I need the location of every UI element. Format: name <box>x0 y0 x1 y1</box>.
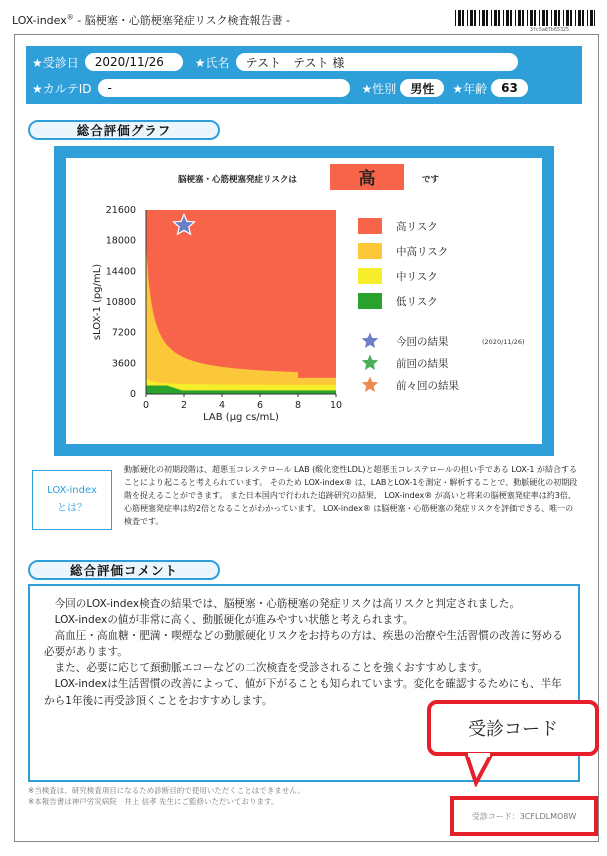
name-label: ★氏名 <box>194 55 230 70</box>
barcode-bar <box>563 10 564 26</box>
barcode-bar <box>467 10 468 26</box>
barcode-bar <box>554 10 557 26</box>
lox-index-info-box <box>32 470 112 530</box>
barcode-bar <box>498 10 500 26</box>
chart-frame <box>54 146 554 456</box>
legend-result-star <box>361 331 380 349</box>
x-tick-label: 0 <box>142 400 150 411</box>
y-tick-label: 21600 <box>105 205 136 216</box>
legend-swatch <box>358 293 382 309</box>
legend-label: 中リスク <box>396 271 438 283</box>
legend-result-label: 前回の結果 <box>396 358 449 370</box>
barcode-bar <box>482 10 485 26</box>
barcode-bar <box>515 10 516 26</box>
barcode-bar <box>506 10 509 26</box>
barcode-bar <box>503 10 504 26</box>
comment-paragraph-3: 高血圧・高血糖・肥満・喫煙などの動脈硬化リスクをお持ちの方は、疾患の治療や生活習慣の改善に努める必要があります。 <box>44 630 563 659</box>
barcode <box>455 10 595 26</box>
comment-section-title: 総合評価コメント <box>28 560 220 580</box>
legend-result-label: 今回の結果 <box>396 336 449 348</box>
barcode-bar <box>462 10 464 26</box>
exam-date-label: ★受診日 <box>32 55 79 70</box>
barcode-text: 3fc5a87b65325 <box>529 27 569 33</box>
legend <box>358 218 525 393</box>
barcode-bar <box>582 10 584 26</box>
legend-label: 中高リスク <box>396 246 449 258</box>
barcode-bar <box>494 10 497 26</box>
footnotes <box>28 786 305 808</box>
comment-paragraph-5: LOX-indexは生活習慣の改善によって、値が下がることも知られています。変化を確認するためにも、半年から1年後に再受診頂くことをおすすめします。 <box>44 678 562 707</box>
zone-low-band <box>182 390 336 394</box>
legend-swatch <box>358 218 382 234</box>
legend-result-star <box>361 375 380 393</box>
barcode-bar <box>566 10 569 26</box>
plot-area <box>146 210 336 394</box>
report-title: LOX-index® - 脳梗塞・心筋梗塞発症リスク検査報告書 - <box>12 13 290 27</box>
barcode-bar <box>590 10 593 26</box>
info-box-line1: LOX-index <box>47 485 97 496</box>
x-tick-label: 6 <box>256 400 264 411</box>
y-tick-label: 14400 <box>105 266 136 278</box>
barcode-bar <box>470 10 473 26</box>
barcode-bar <box>510 10 512 26</box>
comment-paragraph-4: また、必要に応じて頚動脈エコーなどの二次検査を受診されることを強くおすすめします。 <box>54 662 489 675</box>
x-tick-label: 10 <box>329 400 343 411</box>
barcode-bar <box>534 10 536 26</box>
barcode-bar <box>455 10 456 26</box>
legend-result-date: (2020/11/26) <box>482 338 525 346</box>
risk-value: 高 <box>358 169 376 189</box>
barcode-bar <box>539 10 540 26</box>
comment-paragraph-2: LOX-indexの値が非常に高く、動脈硬化が進みやすい状態と考えられます。 <box>54 614 414 627</box>
age-label: ★年齢 <box>452 81 488 96</box>
sex-field: 男性 <box>400 79 444 97</box>
risk-chart <box>66 158 542 444</box>
barcode-bar <box>486 10 488 26</box>
barcode-bar <box>479 10 480 26</box>
risk-statement-suffix: です <box>422 175 440 185</box>
y-tick-label: 10800 <box>105 297 136 308</box>
barcode-bar <box>527 10 528 26</box>
footnote-2: ※本報告書は神戸労災病院 井上 信孝 先生にご監修いただいております。 <box>28 796 279 806</box>
callout-tail <box>462 753 496 787</box>
legend-label: 高リスク <box>396 221 438 233</box>
patient-info-band <box>26 46 582 104</box>
barcode-bar <box>530 10 533 26</box>
barcode-bar <box>474 10 476 26</box>
exam-date-field: 2020/11/26 <box>85 53 183 71</box>
barcode-bar <box>575 10 576 26</box>
barcode-bar <box>542 10 545 26</box>
barcode-bar <box>458 10 461 26</box>
chart-id-label: ★カルテID <box>32 81 92 96</box>
x-tick-label: 8 <box>294 400 302 411</box>
y-tick-label: 18000 <box>105 235 136 247</box>
barcode-bar <box>570 10 572 26</box>
comment-paragraph-1: 今回のLOX-index検査の結果では、脳梗塞・心筋梗塞の発症リスクは高リスクと判定されました。 <box>54 598 521 610</box>
risk-statement-label: 脳梗塞・心筋梗塞発症リスクは <box>178 175 297 185</box>
barcode-bar <box>578 10 581 26</box>
chart-panel <box>66 158 542 444</box>
barcode-bar <box>518 10 521 26</box>
barcode-bar <box>546 10 548 26</box>
y-tick-label: 0 <box>129 389 136 400</box>
legend-swatch <box>358 268 382 284</box>
name-field: テスト テスト 様 <box>236 53 518 71</box>
y-tick-label: 7200 <box>111 327 136 339</box>
exam-code-callout: 受診コード <box>427 700 599 756</box>
y-axis-label: sLOX-1 (pg/mL) <box>92 263 103 341</box>
y-tick-label: 3600 <box>111 358 136 370</box>
barcode-bar <box>587 10 588 26</box>
legend-result-star <box>361 353 380 371</box>
x-tick-label: 2 <box>180 400 188 411</box>
exam-code-box: 受診コード：3CFLDLMO8W <box>450 796 598 836</box>
barcode-bar <box>551 10 552 26</box>
info-box-line2: とは？ <box>57 503 87 514</box>
legend-result-label: 前々回の結果 <box>396 380 459 392</box>
graph-section-title: 総合評価グラフ <box>28 120 220 140</box>
legend-label: 低リスク <box>396 296 438 308</box>
x-axis-label: LAB (μg cs/mL) <box>203 412 279 423</box>
lox-index-description: 動脈硬化の初期段階は、超悪玉コレステロール LAB (酸化変性LDL)と超悪玉コレステロールの担い手である LOX-1 が結合することにより起こると考えられています。 そのため LOX-index® は、LABとLOX-1を測定・解析することで、動脈硬化の初期段階を捉えることができます。 また日本国内で行われた追跡研究の結果、 LOX-index® が高いと将来の脳梗塞発症率は約3倍、心筋梗塞発症率は約2倍となることがわかっています。 LOX-index® は脳梗塞・心筋梗塞の発症リスクを評価できる、唯一の検査です。 <box>124 465 578 526</box>
footnote-1: ※当検査は、研究検査項目になるため診断目的で使用いただくことはできません。 <box>28 786 305 795</box>
x-tick-label: 4 <box>218 400 226 411</box>
barcode-bar <box>594 10 595 26</box>
chart-id-field: - <box>98 79 350 97</box>
barcode-bar <box>522 10 524 26</box>
legend-swatch <box>358 243 382 259</box>
age-field: 63 <box>491 79 528 97</box>
barcode-bar <box>558 10 560 26</box>
barcode-bar <box>491 10 492 26</box>
sex-label: ★性別 <box>361 81 397 96</box>
